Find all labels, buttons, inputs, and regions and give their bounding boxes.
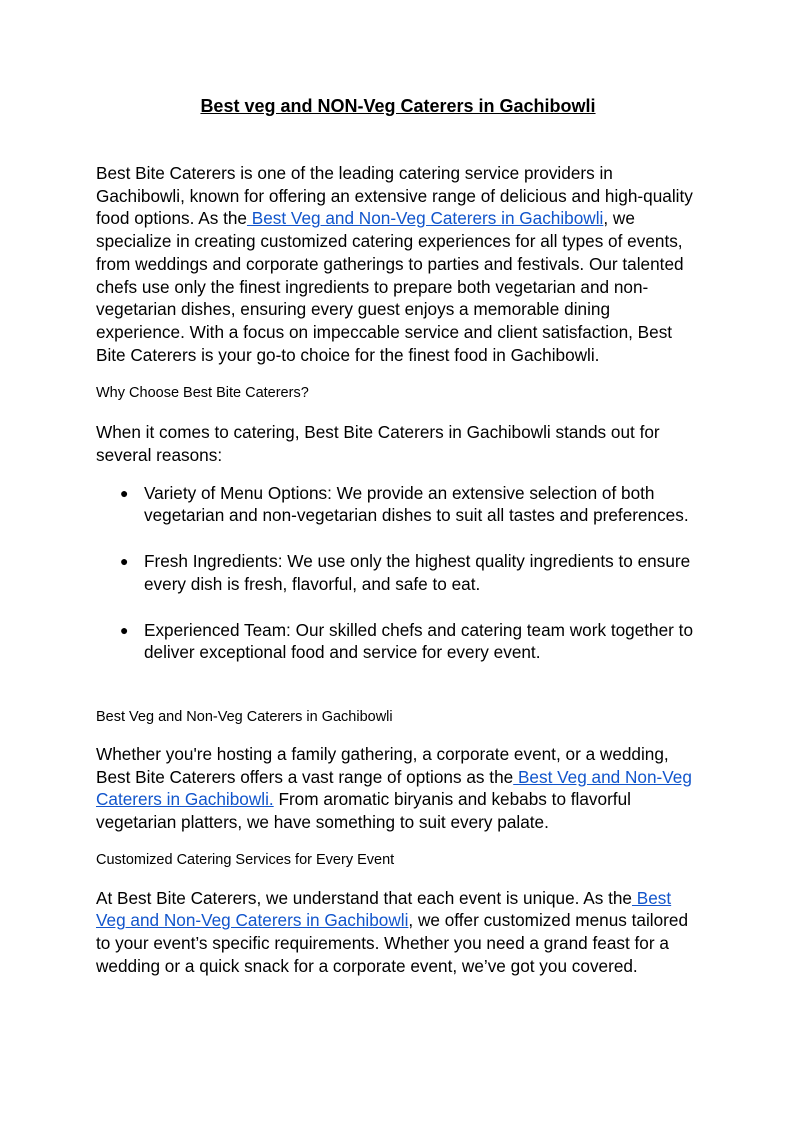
reasons-list — [96, 482, 700, 664]
section3-heading: Customized Catering Services for Every Event — [96, 851, 395, 868]
section3-paragraph — [96, 887, 700, 978]
list-item — [96, 482, 700, 527]
intro-text: Best Bite Caterers is one of the leading catering service providers in Gachibowli, known for offering an extensive range of delicious and high-quality food options. As the — [96, 163, 693, 229]
list-item-text: Fresh Ingredients: We use only the highest quality ingredients to ensure every dish is fresh, flavorful, and safe to eat. — [144, 551, 691, 594]
intro-link[interactable]: Best Veg and Non-Veg Caterers in Gachibowli — [246, 208, 604, 229]
list-item-text: Variety of Menu Options: We provide an extensive selection of both vegetarian and non-vegetarian dishes to suit all tastes and preferences. — [144, 482, 689, 526]
intro-text-continued: , we specialize in creating customized catering experiences for all types of events, from weddings and corporate gatherings to parties and festivals. Our talented chefs use only the finest ingredients to prepare both vegetarian and non-vegetarian dishes, ensuring every guest enjoys a memorable dining experience. With a focus on impeccable service and client satisfaction, Best Bite Caterers is your go-to choice for the finest food in Gachibowli. — [96, 208, 684, 365]
list-item — [96, 619, 700, 664]
document-page — [96, 94, 700, 978]
why-paragraph: When it comes to catering, Best Bite Caterers in Gachibowli stands out for several reasons: — [96, 422, 660, 466]
section3-text-continued: , we offer customized menus tailored to your event’s specific requirements. Whether you need a grand feast for a wedding or a quick snack for a corporate event, we’ve got you covered. — [96, 910, 689, 976]
bullet-icon: ● — [120, 553, 129, 570]
list-item-text: Experienced Team: Our skilled chefs and catering team work together to deliver exceptional food and service for every event. — [144, 619, 694, 663]
section2-heading: Best Veg and Non-Veg Caterers in Gachibowli — [96, 708, 393, 725]
section2-text: Whether you're hosting a family gathering, a corporate event, or a wedding, Best Bite Caterers offers a vast range of options as the — [96, 743, 669, 787]
list-item — [96, 550, 700, 595]
section2-link[interactable]: Best Veg and Non-Veg Caterers in Gachibowli. — [96, 766, 692, 810]
section3-text: At Best Bite Caterers, we understand that each event is unique. As the — [96, 887, 632, 908]
section2-paragraph — [96, 743, 700, 834]
why-heading: Why Choose Best Bite Caterers? — [96, 385, 309, 402]
section3-link[interactable]: Best Veg and Non-Veg Caterers in Gachibowli — [96, 887, 672, 931]
intro-paragraph — [96, 162, 700, 366]
bullet-icon: ● — [120, 484, 129, 501]
bullet-icon: ● — [120, 621, 129, 638]
page-title: Best veg and NON-Veg Caterers in Gachibowli — [200, 96, 596, 116]
section2-text-continued: From aromatic biryanis and kebabs to flavorful vegetarian platters, we have something to suit every palate. — [96, 789, 631, 833]
